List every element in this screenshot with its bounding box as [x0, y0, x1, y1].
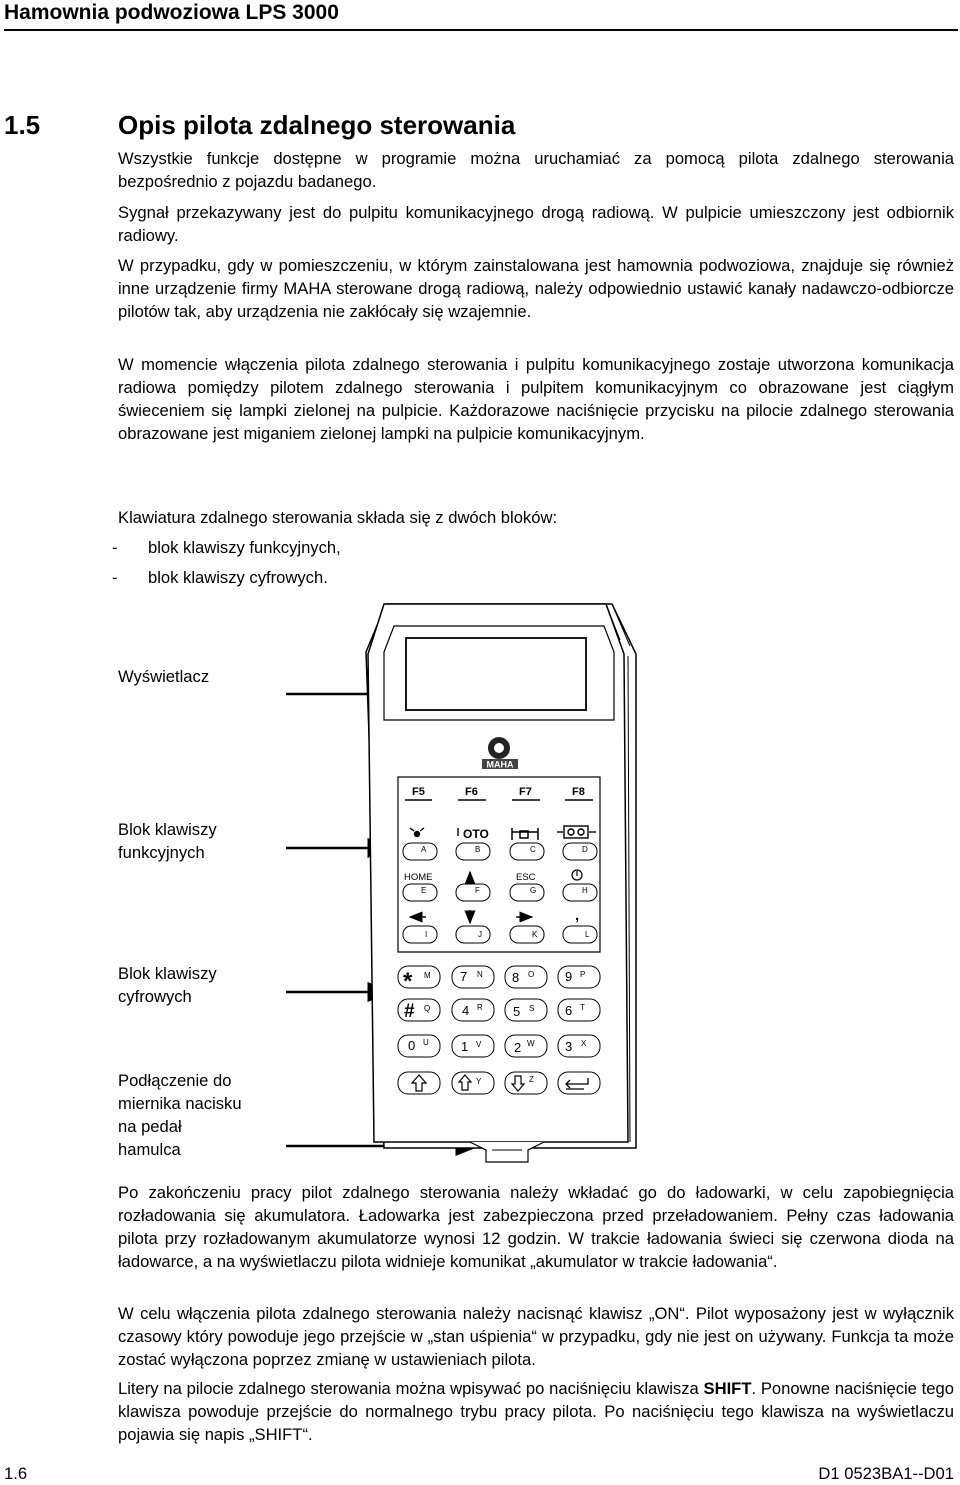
- footer-page-number: 1.6: [4, 1464, 28, 1483]
- key-0-sub: U: [423, 1038, 429, 1047]
- key-c[interactable]: [510, 843, 544, 860]
- key-0-main: 0: [408, 1038, 416, 1053]
- label-function-keys-line1: Blok klawiszy: [118, 820, 217, 839]
- key-7[interactable]: [452, 966, 494, 988]
- header-rule: [4, 29, 958, 31]
- key-2[interactable]: [505, 1035, 547, 1057]
- key-f[interactable]: [456, 884, 490, 901]
- key-3-sub: X: [581, 1039, 587, 1048]
- remote-control-figure: [0, 590, 960, 1190]
- list-dash: -: [112, 538, 118, 557]
- key-5[interactable]: [505, 999, 547, 1021]
- key-shift-up[interactable]: [452, 1072, 494, 1094]
- key-l[interactable]: [563, 926, 597, 943]
- list-item: [112, 566, 328, 589]
- key-9-sub: P: [580, 970, 586, 979]
- key-3-main: 3: [565, 1039, 573, 1054]
- keyboard-intro: Klawiatura zdalnego sterowania składa się z dwóch bloków:: [118, 508, 558, 527]
- comma-label: ,: [575, 907, 580, 924]
- label-numeric-keys-line2: cyfrowych: [118, 987, 192, 1006]
- key-a[interactable]: [403, 843, 437, 860]
- key-shift-down[interactable]: [505, 1072, 547, 1094]
- key-a-letter: A: [421, 845, 427, 854]
- paragraph-power-on: W celu włączenia pilota zdalnego sterowania należy nacisnąć klawisz „ON“. Pilot wyposażony jest w wyłącznik czasowy który powoduje jego przejście w „stan uśpienia“ w przypadku, gdy nie jest on używany. Funkcja ta może zostać wyłączona poprzez zmianę w ustawieniach pilota.: [118, 1304, 954, 1369]
- key-g-letter: G: [530, 886, 537, 895]
- list-dash: -: [112, 568, 118, 587]
- shift-text-before: Litery na pilocie zdalnego sterowania można wpisywać po naciśnięciu klawisza: [118, 1379, 704, 1398]
- key-0[interactable]: [398, 1035, 440, 1057]
- key-2-sub: W: [527, 1039, 535, 1048]
- key-f-letter: F: [475, 886, 480, 895]
- key-j[interactable]: [456, 926, 490, 943]
- key-4-sub: R: [477, 1003, 483, 1012]
- key-2-main: 2: [514, 1040, 522, 1055]
- key-d[interactable]: [563, 843, 597, 860]
- connector-socket: [470, 1142, 544, 1162]
- svg-text:OTO: OTO: [463, 827, 489, 841]
- home-label: HOME: [404, 872, 433, 883]
- esc-label: ESC: [516, 872, 536, 883]
- key-hash-sub: Q: [424, 1004, 431, 1013]
- key-i[interactable]: [403, 926, 437, 943]
- key-e[interactable]: [403, 884, 437, 901]
- label-function-keys-line2: funkcyjnych: [118, 843, 205, 862]
- key-j-letter: J: [478, 930, 482, 939]
- shift-key-name: SHIFT: [703, 1379, 752, 1398]
- document-header-title: Hamownia podwoziowa LPS 3000: [4, 1, 339, 24]
- key-l-letter: L: [585, 930, 590, 939]
- key-y-letter: Y: [476, 1077, 482, 1086]
- section-heading: [4, 109, 515, 141]
- key-d-letter: D: [582, 845, 588, 854]
- list-item: [112, 536, 341, 559]
- key-e-letter: E: [421, 886, 427, 895]
- key-f8[interactable]: F8: [572, 786, 585, 798]
- key-4-main: 4: [462, 1003, 470, 1018]
- paragraph-shift: [118, 1377, 954, 1446]
- key-c-letter: C: [530, 845, 536, 854]
- logo-text: MAHA: [486, 759, 514, 770]
- key-5-main: 5: [513, 1004, 521, 1019]
- key-g[interactable]: [510, 884, 544, 901]
- key-k[interactable]: [510, 926, 544, 943]
- key-1[interactable]: [452, 1035, 494, 1057]
- key-h-letter: H: [582, 886, 588, 895]
- label-connector-line2: miernika nacisku: [118, 1094, 242, 1113]
- section-number: 1.5: [4, 110, 41, 140]
- label-connector-line1: Podłączenie do: [118, 1071, 232, 1090]
- key-f6[interactable]: F6: [465, 786, 478, 798]
- key-k-letter: K: [532, 930, 538, 939]
- key-star-sub: M: [424, 971, 431, 980]
- key-hash-main: #: [404, 1001, 415, 1022]
- key-1-main: 1: [461, 1039, 469, 1054]
- paragraph-signal: Sygnał przekazywany jest do pulpitu komunikacyjnego drogą radiową. W pulpicie umieszczony jest odbiornik radiowy.: [118, 203, 954, 245]
- key-6-sub: T: [580, 1003, 585, 1012]
- list-text: blok klawiszy funkcyjnych,: [148, 538, 341, 557]
- key-5-sub: S: [529, 1004, 535, 1013]
- key-7-main: 7: [460, 969, 468, 984]
- key-i-letter: I: [425, 930, 428, 939]
- section-title: Opis pilota zdalnego sterowania: [118, 110, 516, 140]
- key-9-main: 9: [565, 969, 573, 984]
- key-star-main: *: [403, 968, 413, 995]
- list-text: blok klawiszy cyfrowych.: [148, 568, 328, 587]
- key-4[interactable]: [452, 999, 494, 1021]
- key-8-sub: O: [528, 970, 535, 979]
- key-1-sub: V: [476, 1040, 482, 1049]
- label-numeric-keys-line1: Blok klawiszy: [118, 964, 217, 983]
- key-6-main: 6: [565, 1003, 573, 1018]
- key-b-letter: B: [475, 845, 481, 854]
- key-f7[interactable]: F7: [519, 786, 532, 798]
- key-b[interactable]: [456, 843, 490, 860]
- key-h[interactable]: [563, 884, 597, 901]
- paragraph-charging: Po zakończeniu pracy pilot zdalnego sterowania należy wkładać go do ładowarki, w celu zapobiegnięcia rozładowania się akumulatora. Ładowarka jest zabezpieczona przed przeładowaniem. Pełny czas ładowania pilota przy rozładowanym akumulatorze wynosi 12 godzin. W trakcie ładowania świeci się czerwona dioda na ładowarce, a na wyświetlaczu pilota widnieje komunikat „akumulator w trakcie ładowania“.: [118, 1183, 954, 1271]
- oto-icon: [458, 827, 489, 841]
- footer-document-code: D1 0523BA1--D01: [818, 1464, 954, 1483]
- display-screen: [406, 638, 586, 710]
- key-8-main: 8: [512, 970, 520, 985]
- label-connector-line3: na pedał: [118, 1117, 182, 1136]
- paragraph-interference: W przypadku, gdy w pomieszczeniu, w którym zainstalowana jest hamownia podwoziowa, znajduje się również inne urządzenie firmy MAHA sterowane drogą radiową, należy odpowiednio ustawić kanały nadawczo-odbiorcze pilotów tak, aby urządzenia nie zakłócały się wzajemnie.: [118, 256, 954, 321]
- key-enter[interactable]: [558, 1072, 600, 1094]
- paragraph-communication: W momencie włączenia pilota zdalnego sterowania i pulpitu komunikacyjnego zostaje utworzona komunikacja radiowa pomiędzy pilotem zdalnego sterowania i pulpitem komunikacyjnym co obrazowane jest ciągłym świeceniem się lampki zielonej na pulpicie. Każdorazowe naciśnięcie przycisku na pilocie zdalnego sterowania obrazowane jest miganiem zielonej lampki na pulpicie komunikacyjnym.: [118, 355, 954, 443]
- label-display: Wyświetlacz: [118, 667, 210, 686]
- key-z-letter: Z: [529, 1075, 534, 1084]
- shift-text-after: . Ponowne naciśnięcie tego klawisza powoduje przejście do normalnego trybu pracy pilota. Po naciśnięciu tego klawisza na wyświetlaczu pojawia się napis „SHIFT“.: [118, 1379, 954, 1444]
- paragraph-intro: Wszystkie funkcje dostępne w programie można uruchamiać za pomocą pilota zdalnego sterowania bezpośrednio z pojazdu badanego.: [118, 149, 954, 191]
- label-connector-line4: hamulca: [118, 1140, 181, 1159]
- key-f5[interactable]: F5: [412, 786, 425, 798]
- key-7-sub: N: [477, 970, 483, 979]
